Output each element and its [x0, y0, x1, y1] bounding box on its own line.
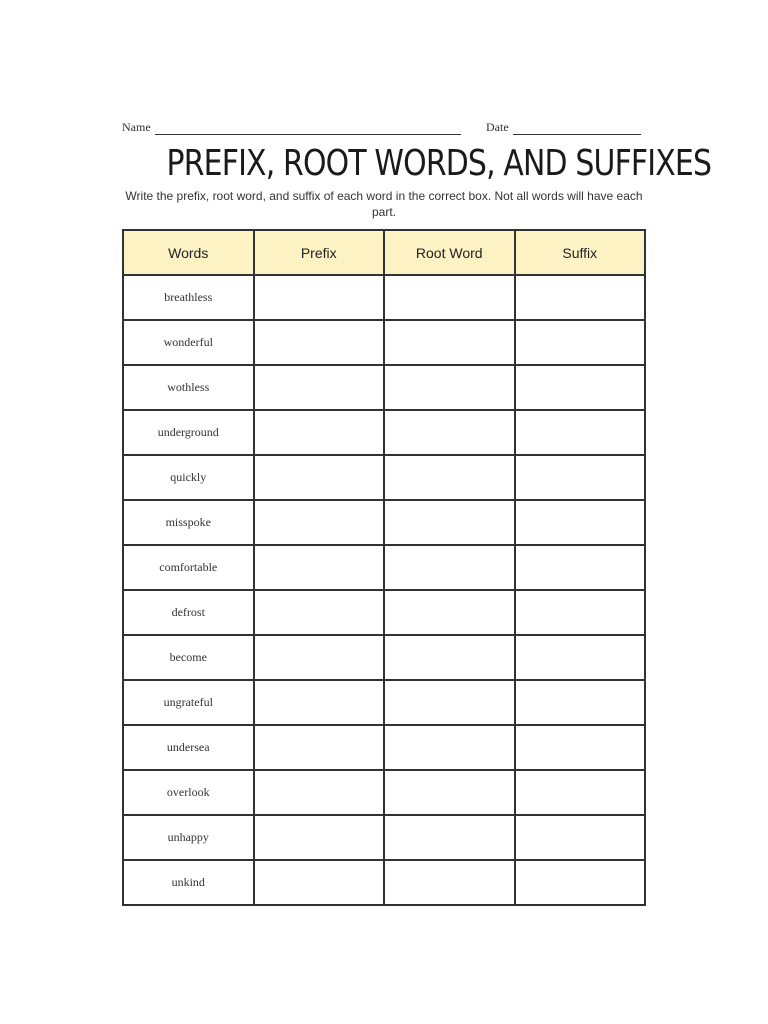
word-cell: wonderful: [123, 320, 254, 365]
root-word-answer-cell[interactable]: [384, 590, 515, 635]
root-word-answer-cell[interactable]: [384, 635, 515, 680]
suffix-answer-cell[interactable]: [515, 635, 646, 680]
prefix-answer-cell[interactable]: [254, 320, 385, 365]
word-cell: ungrateful: [123, 680, 254, 725]
date-blank-line[interactable]: [513, 122, 641, 135]
word-cell: underground: [123, 410, 254, 455]
column-header-prefix: Prefix: [254, 230, 385, 275]
suffix-answer-cell[interactable]: [515, 500, 646, 545]
word-parts-table: [122, 229, 646, 906]
prefix-answer-cell[interactable]: [254, 545, 385, 590]
table-row: [123, 545, 645, 590]
root-word-answer-cell[interactable]: [384, 365, 515, 410]
prefix-answer-cell[interactable]: [254, 275, 385, 320]
worksheet-title: PREFIX, ROOT WORDS, AND SUFFIXES: [166, 143, 712, 184]
word-cell: unhappy: [123, 815, 254, 860]
word-cell: undersea: [123, 725, 254, 770]
suffix-answer-cell[interactable]: [515, 815, 646, 860]
root-word-answer-cell[interactable]: [384, 680, 515, 725]
prefix-answer-cell[interactable]: [254, 590, 385, 635]
prefix-answer-cell[interactable]: [254, 635, 385, 680]
table-row: [123, 770, 645, 815]
table-row: [123, 635, 645, 680]
word-cell: comfortable: [123, 545, 254, 590]
suffix-answer-cell[interactable]: [515, 680, 646, 725]
prefix-answer-cell[interactable]: [254, 725, 385, 770]
prefix-answer-cell[interactable]: [254, 860, 385, 905]
prefix-answer-cell[interactable]: [254, 365, 385, 410]
date-label: Date: [486, 120, 509, 134]
root-word-answer-cell[interactable]: [384, 770, 515, 815]
table-row: [123, 725, 645, 770]
prefix-answer-cell[interactable]: [254, 680, 385, 725]
word-cell: overlook: [123, 770, 254, 815]
table-row: [123, 680, 645, 725]
name-label: Name: [122, 120, 151, 134]
word-cell: defrost: [123, 590, 254, 635]
word-cell: breathless: [123, 275, 254, 320]
root-word-answer-cell[interactable]: [384, 500, 515, 545]
worksheet-instructions: Write the prefix, root word, and suffix of each word in the correct box. Not all words will have each part.: [125, 189, 643, 219]
column-header-suffix: Suffix: [515, 230, 646, 275]
table-row: [123, 590, 645, 635]
suffix-answer-cell[interactable]: [515, 725, 646, 770]
word-cell: unkind: [123, 860, 254, 905]
suffix-answer-cell[interactable]: [515, 320, 646, 365]
suffix-answer-cell[interactable]: [515, 545, 646, 590]
table-row: [123, 455, 645, 500]
root-word-answer-cell[interactable]: [384, 275, 515, 320]
word-cell: misspoke: [123, 500, 254, 545]
root-word-answer-cell[interactable]: [384, 455, 515, 500]
prefix-answer-cell[interactable]: [254, 770, 385, 815]
table-header-row: [123, 230, 645, 275]
suffix-answer-cell[interactable]: [515, 590, 646, 635]
suffix-answer-cell[interactable]: [515, 275, 646, 320]
root-word-answer-cell[interactable]: [384, 860, 515, 905]
name-blank-line[interactable]: [155, 122, 461, 135]
suffix-answer-cell[interactable]: [515, 860, 646, 905]
date-field: [486, 120, 641, 135]
word-cell: quickly: [123, 455, 254, 500]
prefix-answer-cell[interactable]: [254, 410, 385, 455]
table-body: [123, 275, 645, 905]
table-row: [123, 500, 645, 545]
root-word-answer-cell[interactable]: [384, 545, 515, 590]
suffix-answer-cell[interactable]: [515, 770, 646, 815]
prefix-answer-cell[interactable]: [254, 500, 385, 545]
prefix-answer-cell[interactable]: [254, 815, 385, 860]
root-word-answer-cell[interactable]: [384, 815, 515, 860]
root-word-answer-cell[interactable]: [384, 320, 515, 365]
header-fields: [122, 120, 646, 138]
column-header-words: Words: [123, 230, 254, 275]
table-row: [123, 320, 645, 365]
root-word-answer-cell[interactable]: [384, 725, 515, 770]
word-cell: wothless: [123, 365, 254, 410]
suffix-answer-cell[interactable]: [515, 410, 646, 455]
root-word-answer-cell[interactable]: [384, 410, 515, 455]
column-header-root-word: Root Word: [384, 230, 515, 275]
table-row: [123, 275, 645, 320]
table-row: [123, 365, 645, 410]
suffix-answer-cell[interactable]: [515, 455, 646, 500]
suffix-answer-cell[interactable]: [515, 365, 646, 410]
table-row: [123, 815, 645, 860]
table-row: [123, 860, 645, 905]
prefix-answer-cell[interactable]: [254, 455, 385, 500]
table-row: [123, 410, 645, 455]
word-cell: become: [123, 635, 254, 680]
name-field: [122, 120, 461, 135]
